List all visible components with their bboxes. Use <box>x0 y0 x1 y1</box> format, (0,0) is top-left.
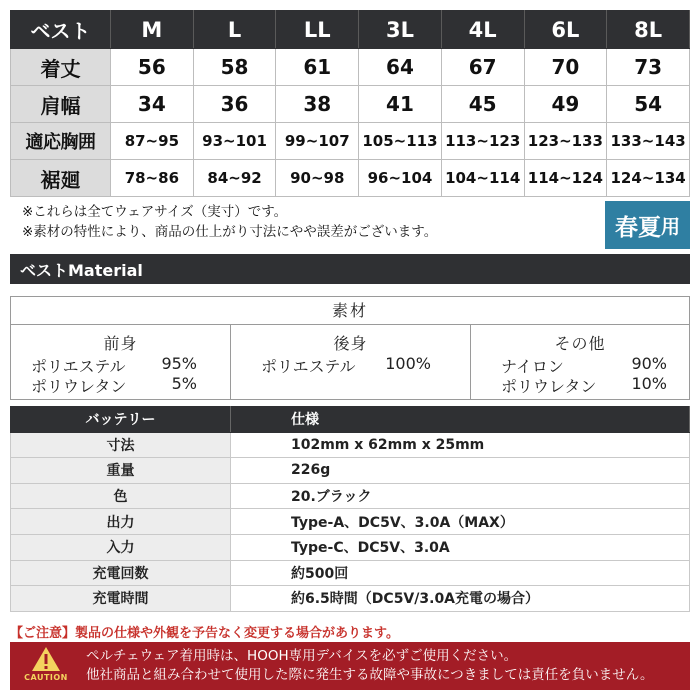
size-header-cell: 8L <box>607 11 690 49</box>
material-pct: 10% <box>631 374 667 393</box>
size-cell: 90~98 <box>276 160 359 197</box>
caution-text <box>86 647 654 685</box>
size-cell: 36 <box>193 86 276 123</box>
material-column-title: 前身 <box>103 334 138 353</box>
caution-line: 他社商品と組み合わせて使用した際に発生する故障や事故につきましては責任を負いません。 <box>86 667 654 683</box>
caution-line: ペルチェウェア着用時は、HOOH専用デバイスを必ずご使用ください。 <box>86 648 518 664</box>
table-row <box>11 432 690 458</box>
caution-icon-caption: CAUTION <box>24 673 68 682</box>
spec-key: 充電時間 <box>11 586 231 612</box>
row-label: 肩幅 <box>11 86 111 123</box>
size-cell: 105~113 <box>359 123 442 160</box>
size-cell: 49 <box>524 86 607 123</box>
size-cell: 78~86 <box>111 160 194 197</box>
material-column-other <box>471 325 689 400</box>
table-row <box>11 123 690 160</box>
size-cell: 113~123 <box>441 123 524 160</box>
table-row <box>11 560 690 586</box>
material-name: ナイロン <box>501 357 564 376</box>
warning-triangle-icon <box>16 646 76 686</box>
spec-key: 色 <box>11 483 231 509</box>
spec-value: Type-C、DC5V、3.0A <box>231 534 690 560</box>
size-cell: 124~134 <box>607 160 690 197</box>
size-cell: 58 <box>193 49 276 86</box>
size-cell: 87~95 <box>111 123 194 160</box>
spec-key: 寸法 <box>11 432 231 458</box>
size-cell: 34 <box>111 86 194 123</box>
table-row <box>11 86 690 123</box>
size-table <box>10 10 690 197</box>
size-cell: 61 <box>276 49 359 86</box>
spec-value: 約6.5時間（DC5V/3.0A充電の場合） <box>231 586 690 612</box>
size-header-cell: 3L <box>359 11 442 49</box>
battery-header-value: 仕様 <box>231 407 690 433</box>
material-column-front <box>11 325 231 400</box>
size-cell: 54 <box>607 86 690 123</box>
size-header-row <box>11 11 690 49</box>
size-cell: 41 <box>359 86 442 123</box>
material-name: ポリウレタン <box>501 377 597 396</box>
size-cell: 84~92 <box>193 160 276 197</box>
material-section-title: ベストMaterial <box>10 254 690 284</box>
size-cell: 38 <box>276 86 359 123</box>
size-cell: 104~114 <box>441 160 524 197</box>
size-cell: 73 <box>607 49 690 86</box>
spec-value: 20.ブラック <box>231 483 690 509</box>
table-row <box>11 49 690 86</box>
size-cell: 123~133 <box>524 123 607 160</box>
season-badge-suffix: 用 <box>660 215 680 238</box>
spec-value: 約500回 <box>231 560 690 586</box>
season-badge <box>605 201 690 249</box>
spec-key: 出力 <box>11 509 231 535</box>
material-name: ポリウレタン <box>31 377 127 396</box>
size-header-cell: 4L <box>441 11 524 49</box>
caution-banner <box>10 642 690 690</box>
size-cell: 70 <box>524 49 607 86</box>
row-label: 裾廻 <box>11 160 111 197</box>
size-notes <box>22 202 437 242</box>
size-header-cell: 6L <box>524 11 607 49</box>
table-row <box>11 509 690 535</box>
size-cell: 67 <box>441 49 524 86</box>
note-line: ※これらは全てウェアサイズ（実寸）です。 <box>22 204 288 220</box>
size-cell: 45 <box>441 86 524 123</box>
material-column-title: その他 <box>554 334 606 353</box>
material-name: ポリエステル <box>31 357 126 376</box>
table-row <box>11 483 690 509</box>
spec-value: 226g <box>231 458 690 484</box>
material-pct: 5% <box>171 374 197 393</box>
material-column-back <box>231 325 471 400</box>
size-header-cell: L <box>193 11 276 49</box>
spec-key: 入力 <box>11 534 231 560</box>
size-cell: 133~143 <box>607 123 690 160</box>
material-pct: 95% <box>161 354 197 373</box>
table-row <box>11 160 690 197</box>
size-header-cell: LL <box>276 11 359 49</box>
spec-value: Type-A、DC5V、3.0A（MAX） <box>231 509 690 535</box>
size-cell: 96~104 <box>359 160 442 197</box>
material-pct: 90% <box>631 354 667 373</box>
note-line: ※素材の特性により、商品の仕上がり寸法にやや誤差がございます。 <box>22 224 438 240</box>
spec-value: 102mm x 62mm x 25mm <box>231 432 690 458</box>
battery-spec-table <box>10 406 690 612</box>
size-header-cell: ベスト <box>11 11 111 49</box>
size-header-cell: M <box>111 11 194 49</box>
size-cell: 56 <box>111 49 194 86</box>
material-table-title: 素材 <box>11 297 689 325</box>
material-table <box>10 296 690 400</box>
size-cell: 64 <box>359 49 442 86</box>
material-pct: 100% <box>385 354 431 373</box>
table-row <box>11 534 690 560</box>
table-row <box>11 458 690 484</box>
season-badge-main: 春夏 <box>614 214 661 241</box>
table-row <box>11 586 690 612</box>
row-label: 着丈 <box>11 49 111 86</box>
caution-note: 【ご注意】製品の仕様や外観を予告なく変更する場合があります。 <box>10 626 399 641</box>
material-column-title: 後身 <box>333 334 368 353</box>
spec-key: 充電回数 <box>11 560 231 586</box>
row-label: 適応胸囲 <box>11 123 111 160</box>
spec-key: 重量 <box>11 458 231 484</box>
size-cell: 99~107 <box>276 123 359 160</box>
material-name: ポリエステル <box>261 357 356 376</box>
size-cell: 93~101 <box>193 123 276 160</box>
size-cell: 114~124 <box>524 160 607 197</box>
battery-header-row <box>11 407 690 433</box>
battery-header-key: バッテリー <box>11 407 231 433</box>
